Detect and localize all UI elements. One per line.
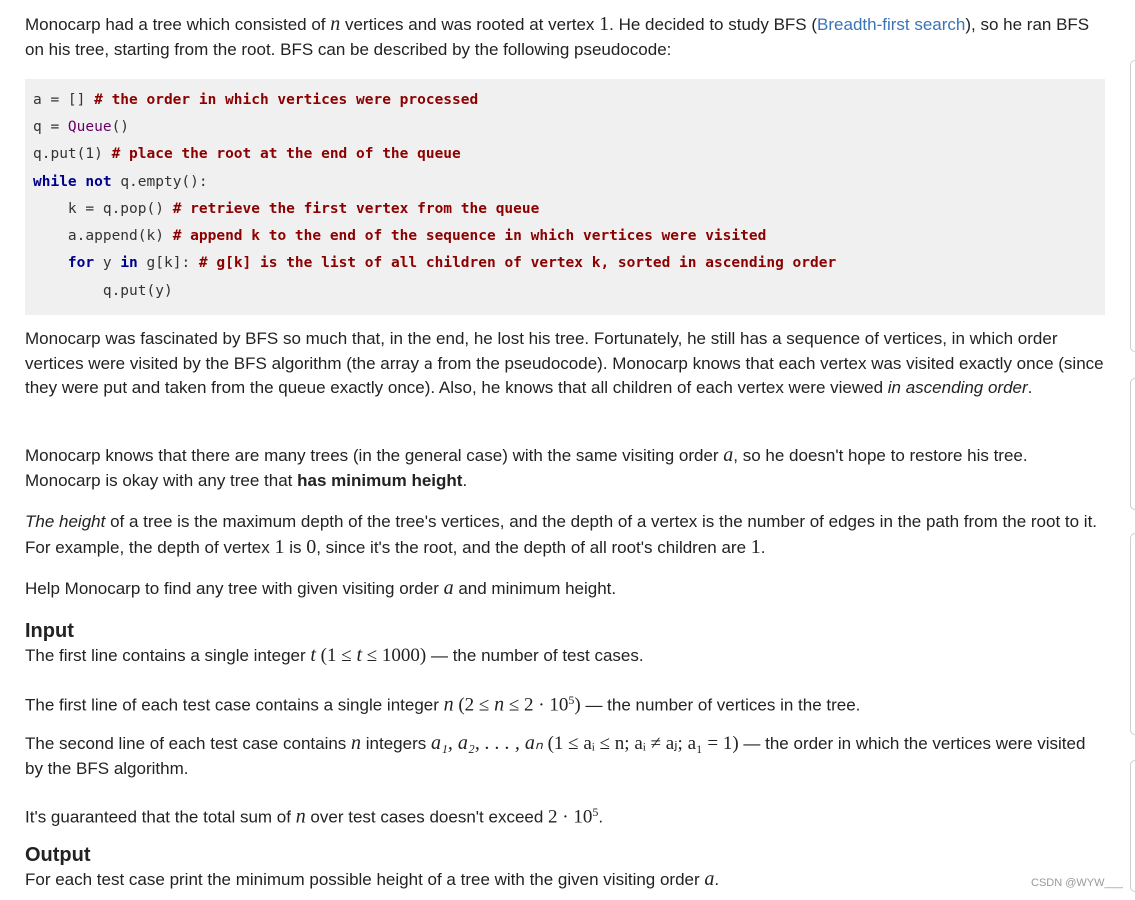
- code-line-7: for y in g[k]: # g[k] is the list of all children of vertex k, sorted in ascending order: [67, 255, 837, 271]
- code-keyword: for: [67, 255, 95, 271]
- input-section: [25, 620, 1105, 669]
- output-heading: Output: [25, 844, 91, 866]
- code-line-2: q = Queue(): [33, 119, 130, 135]
- code-class-name: Queue: [67, 119, 112, 135]
- math-n: n: [330, 13, 341, 35]
- output-line: For each test case print the minimum possible height of a tree with the given visiting order a.: [25, 868, 720, 890]
- intro-text: . He decided to study BFS (: [609, 15, 818, 34]
- code-keyword: not: [85, 174, 112, 190]
- code-comment: # append k to the end of the sequence in which vertices were visited: [172, 228, 767, 244]
- statement-paragraph-2: Monocarp was fascinated by BFS so much that, in the end, he lost his tree. Fortunately, he still has a sequence of vertices, in which order vertices were visited by the BFS algorithm (the array a from the pseudocode). Monocarp knows that each vertex was visited exactly once (since they were put and taken from the queue exactly once). Also, he knows that all children of each vertex were viewed in ascending order.: [25, 329, 1104, 397]
- side-panel-edge: [1130, 60, 1135, 352]
- code-line-6: a.append(k) # append k to the end of the sequence in which vertices were visited: [33, 228, 767, 244]
- intro-text: ), so he ran BFS on his tree, starting from the root. BFS can be described by the following pseudocode:: [25, 15, 1090, 59]
- intro-text: vertices and was rooted at vertex: [340, 15, 600, 34]
- math-a: a: [704, 868, 715, 890]
- math-one: 1: [750, 535, 761, 558]
- bfs-wiki-link[interactable]: Breadth-first search: [817, 15, 966, 34]
- math-sequence: a₁, a₂, . . . , aₙ: [430, 732, 543, 754]
- math-one: 1: [274, 535, 285, 558]
- statement-paragraph-5: Help Monocarp to find any tree with given visiting order a and minimum height.: [25, 577, 617, 599]
- input-line-3: The second line of each test case contains n integers a₁, a₂, . . . , aₙ (1 ≤ aᵢ ≤ n; aᵢ ≠ aⱼ; a₁ = 1) — the order in which the vertices were visited by the BFS algorithm.: [25, 732, 1086, 778]
- input-line-1: The first line contains a single integer t (1 ≤ t ≤ 1000) — the number of test cases.: [25, 644, 644, 666]
- math-a: a: [723, 444, 734, 466]
- emphasis-text: in ascending order: [887, 378, 1028, 397]
- code-line-1: a = [] # the order in which vertices were processed: [33, 92, 479, 108]
- statement-paragraph-4: The height of a tree is the maximum depth of the tree's vertices, and the depth of a vertex is the number of edges in the path from the root to it. For example, the depth of vertex 1 is 0, since it's the root, and the depth of all root's children are 1.: [25, 512, 1098, 558]
- code-a: a: [423, 354, 433, 373]
- pseudocode-block: [25, 79, 1105, 315]
- intro-text: Monocarp had a tree which consisted of: [25, 15, 331, 34]
- bold-text: has minimum height: [297, 470, 463, 490]
- code-comment: # retrieve the first vertex from the queue: [172, 201, 540, 217]
- code-line-3: q.put(1) # place the root at the end of the queue: [33, 146, 461, 162]
- code-line-5: k = q.pop() # retrieve the first vertex from the queue: [33, 201, 540, 217]
- csdn-watermark: CSDN @WYW___: [1031, 877, 1123, 889]
- emphasis-text: The height: [25, 512, 106, 531]
- side-panel-edge: [1130, 378, 1135, 510]
- code-comment: # g[k] is the list of all children of vertex k, sorted in ascending order: [198, 255, 837, 271]
- code-comment: # place the root at the end of the queue: [111, 146, 461, 162]
- code-keyword: in: [120, 255, 138, 271]
- math-a: a: [443, 577, 454, 599]
- side-panel-edge: [1130, 760, 1135, 892]
- statement-intro: [25, 12, 1105, 62]
- input-line-4: It's guaranteed that the total sum of n over test cases doesn't exceed $2 \cdot 10^5$.: [25, 805, 604, 828]
- code-line-4: while not q.empty():: [33, 174, 208, 190]
- math-condition: (1 ≤ aᵢ ≤ n; aᵢ ≠ aⱼ; a₁ = 1): [547, 733, 739, 754]
- input-heading: Input: [25, 620, 74, 642]
- code-line-8: q.put(y): [33, 283, 173, 299]
- code-keyword: while: [33, 174, 77, 190]
- code-comment: # the order in which vertices were processed: [94, 92, 479, 108]
- statement-paragraph-3: Monocarp knows that there are many trees (in the general case) with the same visiting order a, so he doesn't hope to restore his tree. Monocarp is okay with any tree that has minimum height.: [25, 444, 1028, 490]
- math-one: 1: [599, 13, 610, 35]
- input-line-2: The first line of each test case contains a single integer n $(2 \le n \le 2 \cdot 10^5)$ — the number of vertices in the tree.: [25, 693, 861, 716]
- output-section: [25, 844, 1105, 893]
- side-panel-edge: [1130, 533, 1135, 735]
- math-zero: 0: [306, 535, 317, 558]
